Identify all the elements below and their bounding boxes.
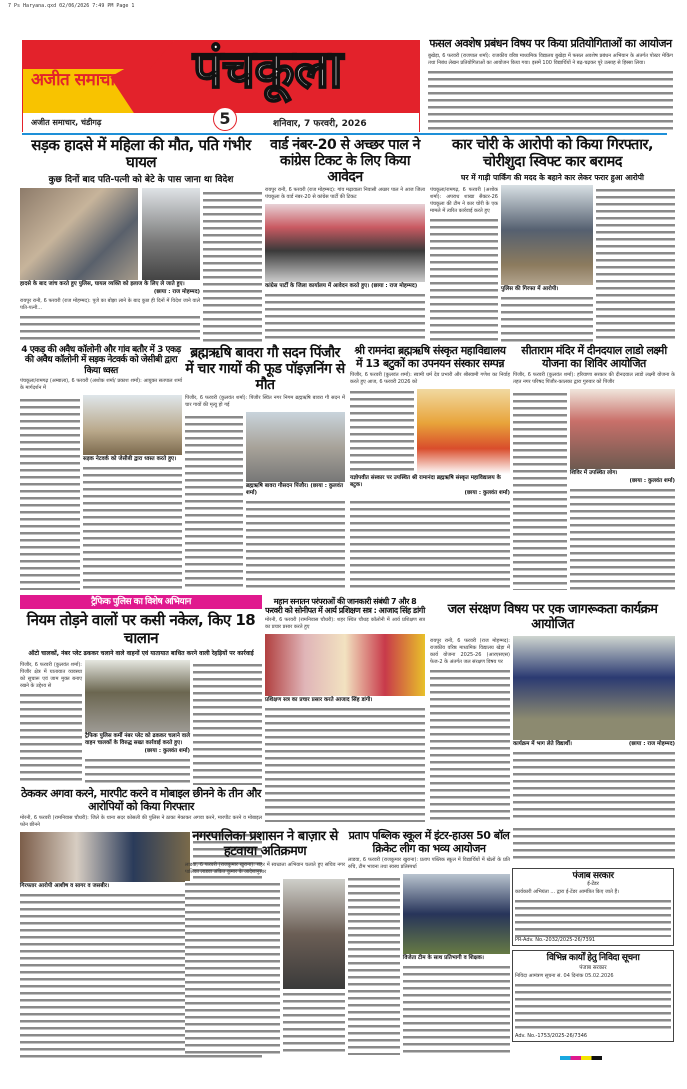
story-jal: जल संरक्षण विषय पर एक जागरूकता कार्यक्रम आयोजित रायपुर रानी, 6 फरवरी (राज मोहम्मद): राजकीय वरिष्ठ माध्यमिक विद्यालय खेड़ा में कार्य योजना 2025-26 (आरएसएस) फेज-2 के अंतर्गत जल संरक्षण विषय पर कार्यक्रम में भाग लेते विद्यार्थी। (छाया : राज मोहम्मद)	[430, 597, 675, 822]
story-car: कार चोरी के आरोपी को किया गिरफ्तार, चोरीशुदा स्विफ्ट कार बरामद घर में गाड़ी पार्किंग की मदद के बहाने कार लेकर फरार हुआ आरोपी पंचकूला/रामगढ़, 6 फरवरी (अशोक शर्मा): अपराध शाखा सैक्टर-26 पंचकूला की टीम ने कार चोरी के एक मामले में त्वरित कार्रवाई करते हुए पुलिस की गिरफ्त में आरोपी।	[430, 137, 675, 342]
jal-continued	[513, 826, 675, 862]
issue-date: शनिवार, 7 फरवरी, 2026	[273, 119, 367, 129]
jal-students-photo	[513, 636, 675, 740]
story-lado: सीताराम मंदिर में दीनदयाल लाडो लक्ष्मी योजना का शिविर आयोजित पिंजौर, 6 फरवरी (कुलवंत शर्मा): हरियाणा सरकार की दीनदयाल लाडो लक्ष्मी योजना के तहत नगर परिषद पिंजौर-कालका द्वारा गुरुवार को पिंजौर शिविर में उपस्थित लोग। (छाया : कुलवंत शर्मा)	[513, 345, 675, 590]
story-traffic: ट्रैफिक पुलिस का विशेष अभियान नियम तोड़ने वालों पर कसी नकेल, किए 18 चालान ऑटो चालकों, नंबर प्लेट ढककर चलाने वाले वाहनों एवं यातायात बाधित करने वाली रेहड़ियों पर कार्रवाई पिंजौर, 6 फरवरी (कुलवंत शर्मा): पिंजौर क्षेत्र में यातायात व्यवस्था को सुचारू एवं जाम मुक्त बनाए रखने के उद्देश्य से ट्रैफिक पुलिस कर्मी नंबर प्लेट को ढककर चलाने वाले वाहन चालकों के विरुद्ध सख्त कार्रवाई करते हुए। (छाया : कुलवंत शर्मा)	[20, 595, 262, 785]
story-arrest: ठेककर अगवा करने, मारपीट करने व मोबाइल छीनने के तीन और आरोपियों को किया गिरफ्तार मोरनी, 6 फरवरी (रामनिवास चौधरी): जिले के थाना सदर कोसली की पुलिस ने ठाका मेकाकर अगवा करने, मारपीट करने व मोबाइल फोन छीनने गिरफ्तार आरोपी आशीष व सागर व जसबीर।	[20, 788, 262, 1058]
page-number: 5	[213, 107, 237, 131]
color-registration-bar	[560, 1056, 602, 1060]
story-gausadan: ब्रह्मऋषि बावरा गौ सदन पिंजौर में चार गायों की फूड पॉइज़निंग से मौत पिंजौर, 6 फरवरी (कुलवंत शर्मा): पिंजौर स्थित नगर निगम ब्रह्मऋषि बावरा गौ सदन में चार गायों की मृत्यु हो गई ब्रह्मऋषि बावरा गौसदन पिंजौर। (छाया : कुलवंत शर्मा)	[185, 345, 345, 590]
edition-label: अजीत समाचार, चंडीगढ़	[31, 118, 102, 127]
story-colony: 4 एकड़ की अवैध कॉलोनी और गांव बतौर में 3 एकड़ की अवैध कॉलोनी में सड़क नेटवर्क को जेसीबी द्वारा किया ध्वस्त पंचकूला/रामगढ़ (अम्बाला), 6 फरवरी (अशोक शर्मा/ प्रकाश शर्मा): आयुक्त सतपाल शर्मा के मार्गदर्शन में सड़क नेटवर्क को जेसीबी द्वारा ध्वस्त करते हुए।	[20, 345, 182, 590]
story-cricket: प्रताप पब्लिक स्कूल में इंटर-हाउस 50 बॉल क्रिकेट लीग का भव्य आयोजन लाडवा, 6 फरवरी (राजकुमार खुराना): प्रताप पब्लिक स्कूल में विद्यार्थियों में खेलों के प्रति रुचि, टीम भावना तथा स्वस्थ प्रतिस्पर्धा विजेता टीम के साथ प्रतिभागी व शिक्षक।	[348, 830, 510, 1055]
story-nagarpalika: नगरपालिका प्रशासन ने बाज़ार से हटवाया अतिक्रमण लाडवा, 6 फरवरी (राजकुमार खुराना): शहर में स्वच्छता अभियान चलाते हुए सचिव नगर पालिका लाडवा अंकित कुमार के आदेशानुसार	[185, 830, 345, 1055]
print-slug: 7 Ps Haryana.qxd 02/06/2026 7:49 PM Page 1	[8, 3, 135, 9]
city-title: पंचकूला	[193, 40, 343, 100]
arrest-photo	[501, 185, 593, 285]
wheelchair-photo	[142, 188, 200, 280]
story-arya: महान सनातन परंपराओं की जानकारी संबंधी 7 और 8 फरवरी को सोनीपत में आर्य प्रशिक्षण सत्र : आजाद सिंह डांगी मोरनी, 6 फरवरी (रामनिवास चौधरी): शहर स्थित चौधड़ कॉलोनी में आर्य प्रशिक्षण सत्र का प्रचार प्रसार करते हुए प्रशिक्षण सत्र का प्रचार प्रसार करते आजाद सिंह डांगी।	[265, 597, 425, 822]
ad-nivida-suchna: विभिन्न कार्यों हेतु निविदा सूचना पंजाब सरकार निविदा आमंत्रण सूचना सं. 04 दिनांक 05.02.2026 Adv. No.-1753/2025-26/7346	[512, 950, 674, 1042]
upnayan-photo	[417, 389, 510, 474]
ad-punjab-tender: पंजाब सरकार ई-टेंडर कार्यकारी अभियंता ... द्वारा ई-टेंडर आमंत्रित किए जाते हैं। PR-Adv. No.-2032/2025-26/7391	[512, 868, 674, 946]
story-fasal: फसल अवशेष प्रबंधन विषय पर किया प्रतियोगिताओं का आयोजन बुखेड़ा, 6 फरवरी (राजपाल शर्मा): राजकीय वरिष्ठ माध्यमिक विद्यालय बुखेड़ा में फसल अवशेष प्रबंधन अभियान के अंतर्गत पोस्टर मेकिंग तथा निबंध लेखन प्रतियोगिताओं का आयोजन किया गया। इसमें 100 विद्यार्थियों ने बढ़-चढ़कर पूरे उत्साह से हिस्सा लिया।	[428, 38, 673, 130]
gausadan-photo	[246, 412, 345, 482]
jcb-photo	[83, 395, 182, 455]
story-ward: वार्ड नंबर-20 से अच्छर पाल ने कांग्रेस टिकट के लिए किया आवेदन रायपुर रानी, 6 फरवरी (राज मोहम्मद): गांव मढ़ावाला निवासी अच्छर पाल ने आज जिला पंचकूला के वार्ड नंबर-20 से कांग्रेस पार्टी की टिकट कांग्रेस पार्टी के जिला कार्यालय में आवेदन करते हुए। (छाया : राज मोहम्मद)	[265, 137, 425, 342]
congress-office-photo	[265, 204, 425, 282]
brand-logo: अजीत समाचार	[31, 70, 121, 90]
traffic-band: ट्रैफिक पुलिस का विशेष अभियान	[20, 595, 262, 609]
lado-camp-photo	[570, 389, 675, 469]
encroachment-photo	[283, 879, 345, 989]
traffic-police-photo	[85, 660, 190, 732]
masthead	[22, 40, 420, 132]
cricket-team-photo	[403, 874, 510, 954]
divider	[22, 133, 667, 135]
accused-photo	[20, 832, 190, 882]
arya-sabha-photo	[265, 634, 425, 696]
accident-photo	[20, 188, 138, 280]
story-hadsa: सड़क हादसे में महिला की मौत, पति गंभीर घायल कुछ दिनों बाद पति-पत्नी को बेटे के पास जाना था विदेश हादसे के बाद जांच करते हुए पुलिस, घायल व्यक्ति को इलाज के लिए ले जाते हुए। (छाया : राज मोहम्मद) रायपुर रानी, 6 फरवरी (राज मोहम्मद): पूजे का बोझा लाने के बाद कुछ ही दिनों में विदेश जाने वाले पति-पत्नी...	[20, 137, 262, 342]
story-upnayan: श्री रामनंदा ब्रह्मऋषि संस्कृत महाविद्यालय में 13 बटुकों का उपनयन संस्कार सम्पन्न पिंजौर, 6 फरवरी (कुलवंत शर्मा): स्वामी धर्म देव प्रभारी और श्रीस्वामी गणेश का निर्वाह करते हुए आज, 6 फरवरी 2026 को यज्ञोपवीत संस्कार पर उपस्थित श्री रामानंदा ब्रह्मऋषि संस्कृत महाविद्यालय के बटुक। (छाया : कुलवंत शर्मा)	[350, 345, 510, 590]
